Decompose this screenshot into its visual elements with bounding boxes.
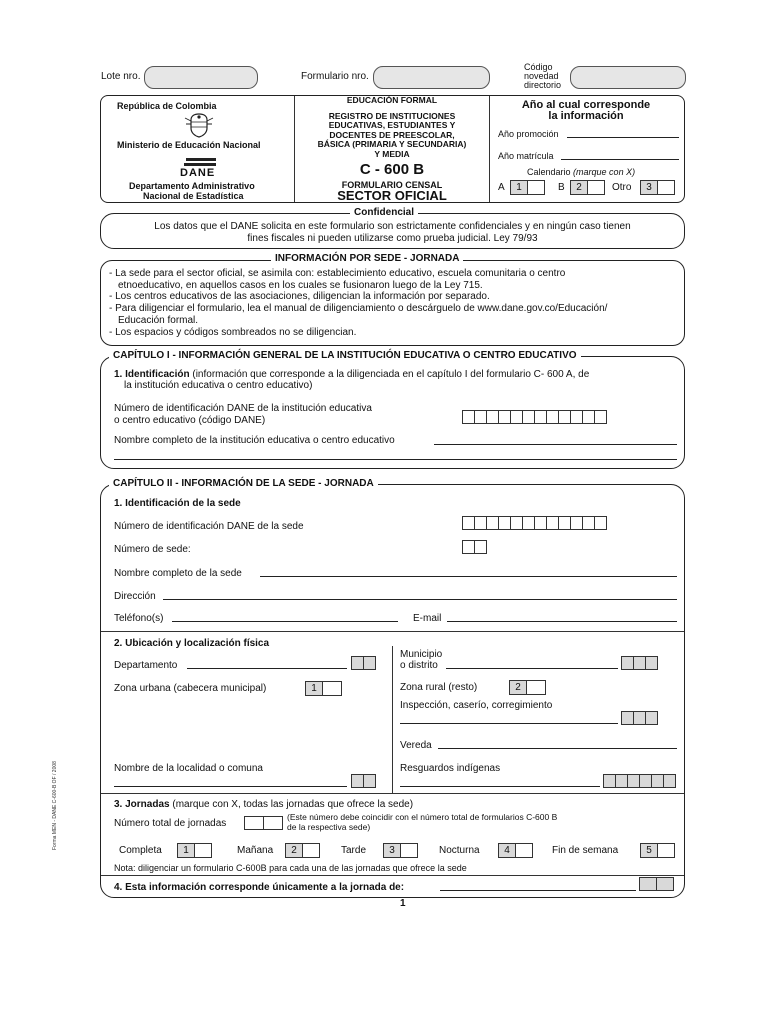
manana-code: 2 xyxy=(285,843,303,858)
cap1-nombre-field[interactable] xyxy=(434,444,677,445)
year-title: Año al cual corresponde la información xyxy=(521,99,651,122)
tarde-label: Tarde xyxy=(341,845,367,856)
zona-urbana-checkbox[interactable] xyxy=(322,681,342,696)
calendario-label: Calendario (marque con X) xyxy=(527,167,636,177)
dane-logo: DANE xyxy=(180,158,216,179)
departamento-code xyxy=(351,656,376,670)
localidad-code xyxy=(351,774,376,788)
info-list: - La sede para el sector oficial, se asimila con: establecimiento educativo, escuela comunitaria o centro etnoeducativo, en aquellos casos en los cuales se fusionaron luego de la Ley 715. - Los centros educativos de las asociaciones, diligencian la información por separado. - Para diligenciar el formulario, lea el manual de diligenciamiento o descárguelo de www.dane.gov.co/Educación/ Educación formal. - Los espacios y códigos sombreados no se diligencian. xyxy=(109,268,608,338)
completa-checkbox[interactable] xyxy=(194,843,212,858)
cap1-dane-code-input[interactable] xyxy=(462,410,607,424)
email-label: E-mail xyxy=(413,613,442,624)
numero-sede-input[interactable] xyxy=(462,540,487,554)
resguardos-field[interactable] xyxy=(400,786,600,787)
dane-sede-label: Número de identificación DANE de la sede xyxy=(114,521,304,532)
zona-urbana-code: 1 xyxy=(305,681,323,696)
municipio-field[interactable] xyxy=(446,668,618,669)
completa-code: 1 xyxy=(177,843,195,858)
resguardos-code xyxy=(603,774,676,788)
republica-text: República de Colombia xyxy=(117,101,217,111)
tarde-code: 3 xyxy=(383,843,401,858)
fin-semana-checkbox[interactable] xyxy=(657,843,675,858)
departamento-label: Departamento xyxy=(114,660,178,671)
direccion-label: Dirección xyxy=(114,591,156,602)
zona-rural-checkbox[interactable] xyxy=(526,680,546,695)
dane-sede-input[interactable] xyxy=(462,516,607,530)
inspeccion-code xyxy=(621,711,658,725)
total-jornadas-note: (Este número debe coincidir con el número total de formularios C-600 B de la respectiva sede) xyxy=(287,812,558,832)
total-jornadas-input[interactable] xyxy=(244,816,283,830)
total-jornadas-label: Número total de jornadas xyxy=(114,818,227,829)
telefono-field[interactable] xyxy=(172,621,398,622)
zona-rural-label: Zona rural (resto) xyxy=(400,682,478,693)
jornada-question: 4. Esta información corresponde únicamente a la jornada de: xyxy=(114,882,405,893)
sector-oficial: SECTOR OFICIAL xyxy=(337,188,447,203)
email-field[interactable] xyxy=(447,621,677,622)
anio-promocion-label: Año promoción xyxy=(498,129,559,139)
formulario-censal: FORMULARIO CENSAL xyxy=(341,180,443,190)
anio-matricula-label: Año matrícula xyxy=(498,151,554,161)
form-title-block: EDUCACIÓN FORMAL REGISTRO DE INSTITUCIONES EDUCATIVAS, ESTUDIANTES Y DOCENTES DE PREESCOLAR, BÁSICA (PRIMARIA Y SECUNDARIA) Y MEDIA xyxy=(317,95,467,159)
cap2-title: CAPÍTULO II - INFORMACIÓN DE LA SEDE - JORNADA xyxy=(109,478,378,489)
form-code: C - 600 B xyxy=(359,161,425,178)
cal-a-code: 1 xyxy=(510,180,528,195)
vereda-label: Vereda xyxy=(400,740,432,751)
jornada-code xyxy=(639,877,674,891)
manana-label: Mañana xyxy=(237,845,274,856)
formulario-input[interactable] xyxy=(373,66,490,89)
lote-input[interactable] xyxy=(144,66,258,89)
cap1-nombre-label: Nombre completo de la institución educativa o centro educativo xyxy=(114,435,395,446)
nocturna-label: Nocturna xyxy=(439,845,480,856)
info-title: INFORMACIÓN POR SEDE - JORNADA xyxy=(271,253,463,264)
cap1-ident: 1. Identificación (información que corresponde a la diligenciada en el capítulo I del formulario C- 600 A, de xyxy=(114,369,590,380)
vereda-field[interactable] xyxy=(438,748,677,749)
ubicacion-title: 2. Ubicación y localización física xyxy=(114,638,270,649)
cal-a-label: A xyxy=(498,182,505,193)
cal-otro-code: 3 xyxy=(640,180,658,195)
nocturna-code: 4 xyxy=(498,843,516,858)
cap1-nombre-field-2[interactable] xyxy=(114,459,677,460)
cap2-ident-title: 1. Identificación de la sede xyxy=(114,498,241,509)
zona-urbana-label: Zona urbana (cabecera municipal) xyxy=(114,683,267,694)
dane-nombre-text: Nacional de Estadística xyxy=(143,191,244,201)
jornadas-title: 3. Jornadas (marque con X, todas las jornadas que ofrece la sede) xyxy=(114,799,414,810)
manana-checkbox[interactable] xyxy=(302,843,320,858)
codigo-novedad-input[interactable] xyxy=(570,66,686,89)
tarde-checkbox[interactable] xyxy=(400,843,418,858)
cap1-dane-label-2: o centro educativo (código DANE) xyxy=(114,415,266,426)
inspeccion-label: Inspección, caserío, corregimiento xyxy=(400,700,553,711)
confidencial-line-2: fines fiscales ni pueden utilizarse como prueba judicial. Ley 79/93 xyxy=(247,233,538,244)
cal-a-checkbox[interactable] xyxy=(527,180,545,195)
cal-b-label: B xyxy=(558,182,565,193)
fin-semana-code: 5 xyxy=(640,843,658,858)
zona-rural-code: 2 xyxy=(509,680,527,695)
codigo-novedad-label: Código novedad directorio xyxy=(524,62,562,90)
departamento-field[interactable] xyxy=(187,668,347,669)
completa-label: Completa xyxy=(119,845,162,856)
anio-matricula-field[interactable] xyxy=(561,159,679,160)
resguardos-label: Resguardos indígenas xyxy=(400,763,501,774)
confidencial-line-1: Los datos que el DANE solicita en este formulario son estrictamente confidenciales y en ningún caso tienen xyxy=(154,221,631,232)
ministerio-text: Ministerio de Educación Nacional xyxy=(117,140,261,150)
cal-b-checkbox[interactable] xyxy=(587,180,605,195)
confidencial-title: Confidencial xyxy=(350,207,418,218)
coat-of-arms-icon xyxy=(183,112,215,138)
numero-sede-label: Número de sede: xyxy=(114,544,191,555)
cap1-ident-note-2: la institución educativa o centro educativo) xyxy=(124,380,313,391)
cal-otro-label: Otro xyxy=(612,182,632,193)
inspeccion-field[interactable] xyxy=(400,723,618,724)
direccion-field[interactable] xyxy=(163,599,677,600)
anio-promocion-field[interactable] xyxy=(567,137,679,138)
cap1-dane-label-1: Número de identificación DANE de la institución educativa xyxy=(114,403,372,414)
municipio-label: Municipio o distrito xyxy=(400,649,443,671)
page-number: 1 xyxy=(400,898,406,909)
localidad-label: Nombre de la localidad o comuna xyxy=(114,763,263,774)
cal-otro-checkbox[interactable] xyxy=(657,180,675,195)
jornadas-nota: Nota: diligenciar un formulario C-600B para cada una de las jornadas que ofrece la sede xyxy=(114,863,467,873)
lote-label: Lote nro. xyxy=(101,71,141,82)
jornada-field[interactable] xyxy=(440,890,636,891)
formulario-label: Formulario nro. xyxy=(301,71,369,82)
telefono-label: Teléfono(s) xyxy=(114,613,164,624)
cap1-title: CAPÍTULO I - INFORMACIÓN GENERAL DE LA INSTITUCIÓN EDUCATIVA O CENTRO EDUCATIVO xyxy=(109,350,581,361)
municipio-code xyxy=(621,656,658,670)
nocturna-checkbox[interactable] xyxy=(515,843,533,858)
nombre-sede-label: Nombre completo de la sede xyxy=(114,568,242,579)
nombre-sede-field[interactable] xyxy=(260,576,677,577)
fin-semana-label: Fin de semana xyxy=(552,845,619,856)
form-side-text: Forma MEN - DANE C-600-B OF / 2008 xyxy=(52,761,58,850)
localidad-field[interactable] xyxy=(114,786,347,787)
departamento-admin-text: Departamento Administrativo xyxy=(129,181,255,191)
cal-b-code: 2 xyxy=(570,180,588,195)
